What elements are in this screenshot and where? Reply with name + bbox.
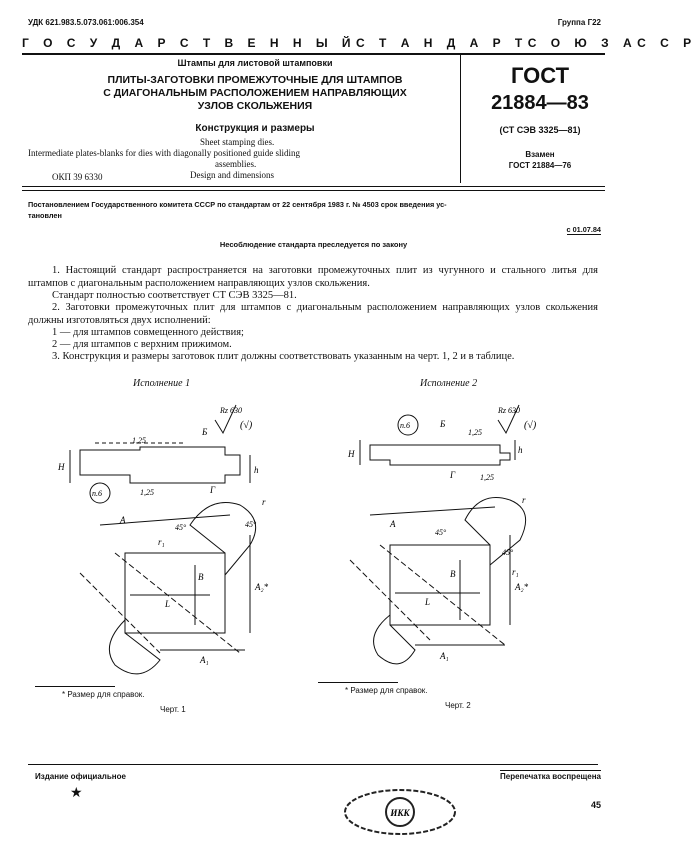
fig2-label-A: A	[390, 519, 396, 529]
fig2-note: * Размер для справок.	[345, 686, 428, 695]
title-en-1: Sheet stamping dies.	[200, 137, 275, 147]
fig1-label-g: Г	[210, 485, 216, 495]
star-mark: ★	[70, 786, 83, 801]
fig2-label-H: H	[348, 449, 355, 459]
fig2-label-h2: 1,25	[480, 473, 494, 482]
fig2-note-rule	[318, 682, 398, 683]
title-rule-2	[22, 190, 605, 191]
okp-code: ОКП 39 6330	[52, 172, 103, 182]
banner-word-1: Г О С У Д А Р С Т В Е Н Н Ы Й	[22, 36, 357, 50]
fig2-caption: Исполнение 2	[420, 378, 478, 389]
fig1-label-h: h	[254, 465, 259, 475]
fig1-label-h2: 1,25	[140, 488, 154, 497]
banner-word-2: С Т А Н Д А Р Т	[356, 36, 528, 50]
fig1-label-ang2: 45°	[245, 520, 257, 529]
paragraph-1: 1. Настоящий стандарт распространяется на заготовки промежуточных плит из чугунного и стального литья для штампов с диагональным расположением направляющих узлов скольжения.	[28, 265, 598, 289]
fig1-drawing	[40, 395, 310, 695]
paragraph-3: 3. Конструкция и размеры заготовок плит должны соответствовать указанным на черт. 1, 2 и в таблице.	[52, 351, 515, 362]
fig1-label-A2: A₂*	[255, 582, 269, 592]
header-rule	[22, 53, 605, 55]
fig2-plan-rect	[390, 545, 490, 625]
paragraph-1b: Стандарт полностью соответствует СТ СЭВ 3325—81.	[52, 290, 297, 301]
fig1-label-r: r	[262, 497, 266, 507]
title-line-1: ПЛИТЫ-ЗАГОТОВКИ ПРОМЕЖУТОЧНЫЕ ДЛЯ ШТАМПОВ	[107, 74, 403, 86]
fig2-label-ang1: 45°	[435, 528, 447, 537]
library-stamp	[335, 780, 465, 840]
title-divider	[460, 55, 461, 183]
st-sev-ref: (СТ СЭВ 3325—81)	[499, 125, 581, 135]
fig2-chert: Черт. 2	[445, 701, 471, 710]
replaced-standard: ГОСТ 21884—76	[508, 161, 572, 170]
title-subtitle: Штампы для листовой штамповки	[177, 58, 333, 68]
fig2-label-g: Г	[450, 470, 456, 480]
title-main	[60, 74, 450, 113]
fig2-lobe-bottom	[374, 615, 415, 664]
fig2-check: (√)	[524, 420, 537, 431]
fig2-label-r: r	[522, 495, 526, 505]
fig2-label-L: L	[425, 597, 431, 607]
footer-rule	[28, 764, 598, 765]
decree-line-2: тановлен	[28, 211, 62, 220]
fig2-label-A1: A₁	[440, 651, 449, 661]
fig1-roughness: Rz 630	[220, 406, 242, 415]
fig1-chert: Черт. 1	[160, 705, 186, 714]
official-edition: Издание официальное	[35, 772, 126, 781]
gost-label: ГОСТ	[510, 63, 570, 88]
fig2-drawing	[330, 395, 600, 695]
banner-word-4: С С Р	[637, 36, 697, 50]
fig1-label-A: A	[120, 515, 126, 525]
fig2-dim-A	[370, 507, 495, 515]
fig2-lobe-top	[465, 498, 526, 566]
fig1-label-H: H	[58, 462, 65, 472]
decree-line-1: Постановлением Государственного комитета СССР по стандартам от 22 сентября 1983 г. № 4503 срок введения ус-	[28, 200, 447, 209]
title-design: Конструкция и размеры	[195, 123, 315, 134]
fig1-check: (√)	[240, 420, 253, 431]
udk-code: УДК 621.983.5.073.061:006.354	[28, 18, 144, 27]
fig1-side-view	[80, 447, 240, 483]
paragraph-2a: 1 — для штампов совмещенного действия;	[52, 327, 244, 338]
fig2-label-pb: п.6	[400, 421, 410, 430]
group-code: Группа Г22	[557, 18, 601, 27]
fig1-label-A1: A₁	[200, 655, 209, 665]
decree-date: с 01.07.84	[566, 225, 601, 234]
fig1-label-B: B	[198, 572, 204, 582]
title-line-3: УЗЛОВ СКОЛЬЖЕНИЯ	[197, 100, 313, 112]
fig1-label-ang1: 45°	[175, 523, 187, 532]
fig1-lobe-top	[190, 503, 256, 576]
fig2-roughness: Rz 630	[498, 406, 520, 415]
fig1-label-b: Б	[202, 427, 208, 437]
title-en-3: assemblies.	[215, 159, 257, 169]
gost-number: 21884—83	[491, 92, 589, 114]
fig2-label-h1: 1,25	[468, 428, 482, 437]
fig2-side-view	[370, 445, 510, 465]
fig1-label-r1: r₁	[158, 537, 165, 547]
fig1-label-h1: 1,25	[132, 436, 146, 445]
title-rule-1	[22, 186, 605, 187]
fig2-label-b: Б	[440, 419, 446, 429]
title-line-2: С ДИАГОНАЛЬНЫМ РАСПОЛОЖЕНИЕМ НАПРАВЛЯЮЩИХ	[103, 87, 407, 99]
fig1-caption: Исполнение 1	[133, 378, 191, 389]
page-number: 45	[590, 800, 601, 810]
stamp-text: ИКК	[390, 808, 410, 818]
fig1-note: * Размер для справок.	[62, 690, 145, 699]
law-warning: Несоблюдение стандарта преследуется по закону	[219, 240, 408, 249]
title-en-2: Intermediate plates-blanks for dies with diagonally positioned guide sliding	[28, 148, 300, 158]
replaced-label: Взамен	[525, 150, 555, 159]
reprint-prohibited: Перепечатка воспрещена	[500, 772, 601, 781]
title-en-4: Design and dimensions	[190, 170, 274, 180]
fig1-plan-rect	[125, 553, 225, 633]
paragraph-2: 2. Заготовки промежуточных плит для штампов с диагональным расположением направляющих узлов скольжения должны изготовляться двух исполнений:	[28, 302, 598, 326]
paragraph-2b: 2 — для штампов с верхним прижимом.	[52, 339, 232, 350]
fig2-label-h: h	[518, 445, 523, 455]
fig2-label-r1: r₁	[512, 567, 519, 577]
fig1-label-L: L	[165, 599, 171, 609]
fig1-label-pb: п.6	[92, 489, 102, 498]
fig2-label-B: B	[450, 569, 456, 579]
fig1-note-rule	[35, 686, 115, 687]
state-standard-banner	[22, 36, 697, 50]
banner-word-3: С О Ю З А	[527, 36, 638, 50]
fig2-label-A2: A₂*	[515, 582, 529, 592]
fig2-label-ang2: 45°	[502, 548, 514, 557]
